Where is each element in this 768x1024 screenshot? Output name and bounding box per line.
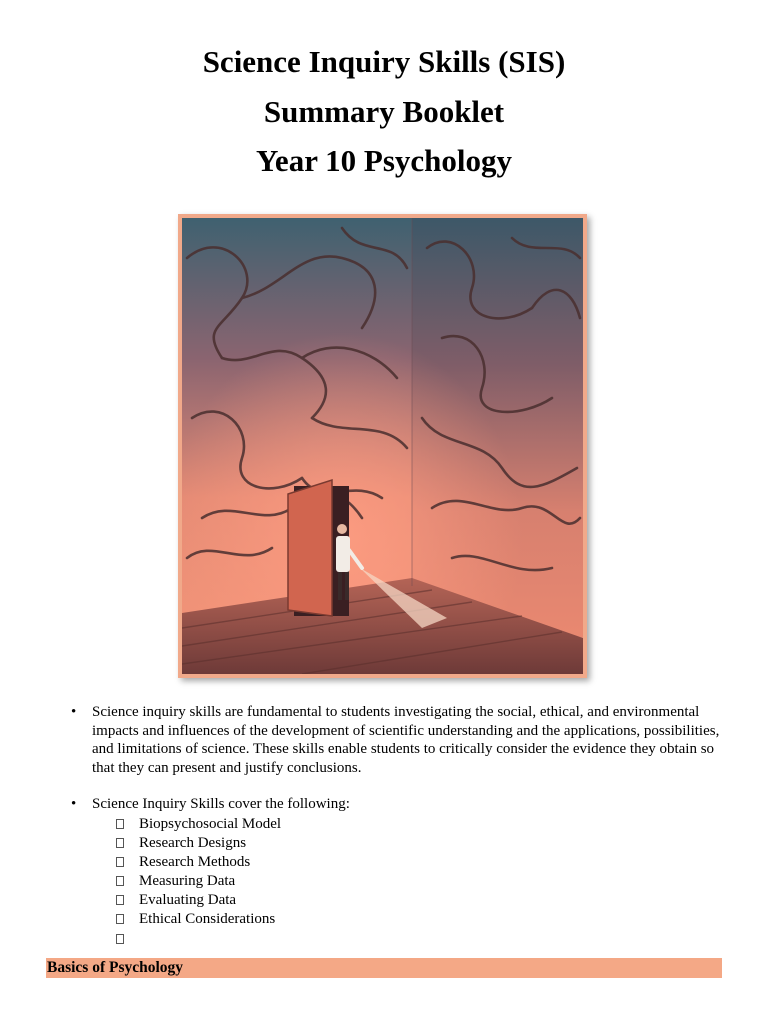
list-item: Measuring Data — [116, 872, 728, 891]
list-item: Research Methods — [116, 853, 728, 872]
bullet-text: Science Inquiry Skills cover the following: — [92, 796, 350, 812]
bullet-text: Science inquiry skills are fundamental to students investigating the social, ethical, and environmental impacts and influences of the development of scientific understanding and the applications, possibilities, and limitations of science. These skills enable students to critically consider the evidence they obtain so that they can present and justify conclusions. — [92, 704, 720, 776]
bullet-item — [68, 795, 728, 814]
checkbox-icon — [116, 876, 124, 886]
list-item — [116, 930, 728, 949]
checkbox-icon — [116, 934, 124, 944]
section-heading: Basics of Psychology — [46, 958, 722, 978]
list-item: Ethical Considerations — [116, 910, 728, 929]
skills-checklist — [116, 815, 728, 949]
bullet-dot-icon: • — [71, 704, 77, 720]
checkbox-icon — [116, 895, 124, 905]
bullet-dot-icon: • — [71, 796, 77, 812]
bullet-item — [68, 703, 728, 777]
page-course-title: Year 10 Psychology — [255, 143, 513, 178]
list-item: Biopsychosocial Model — [116, 815, 728, 834]
list-item: Research Designs — [116, 834, 728, 853]
checkbox-icon — [116, 819, 124, 829]
page-title: Science Inquiry Skills (SIS) — [202, 44, 566, 79]
intro-bullets — [68, 703, 728, 949]
page-subtitle: Summary Booklet — [263, 94, 505, 129]
checkbox-icon — [116, 914, 124, 924]
list-item: Evaluating Data — [116, 891, 728, 910]
checkbox-icon — [116, 857, 124, 867]
brain-room-scientist-icon — [182, 218, 583, 674]
checkbox-icon — [116, 838, 124, 848]
cover-illustration — [178, 214, 587, 678]
